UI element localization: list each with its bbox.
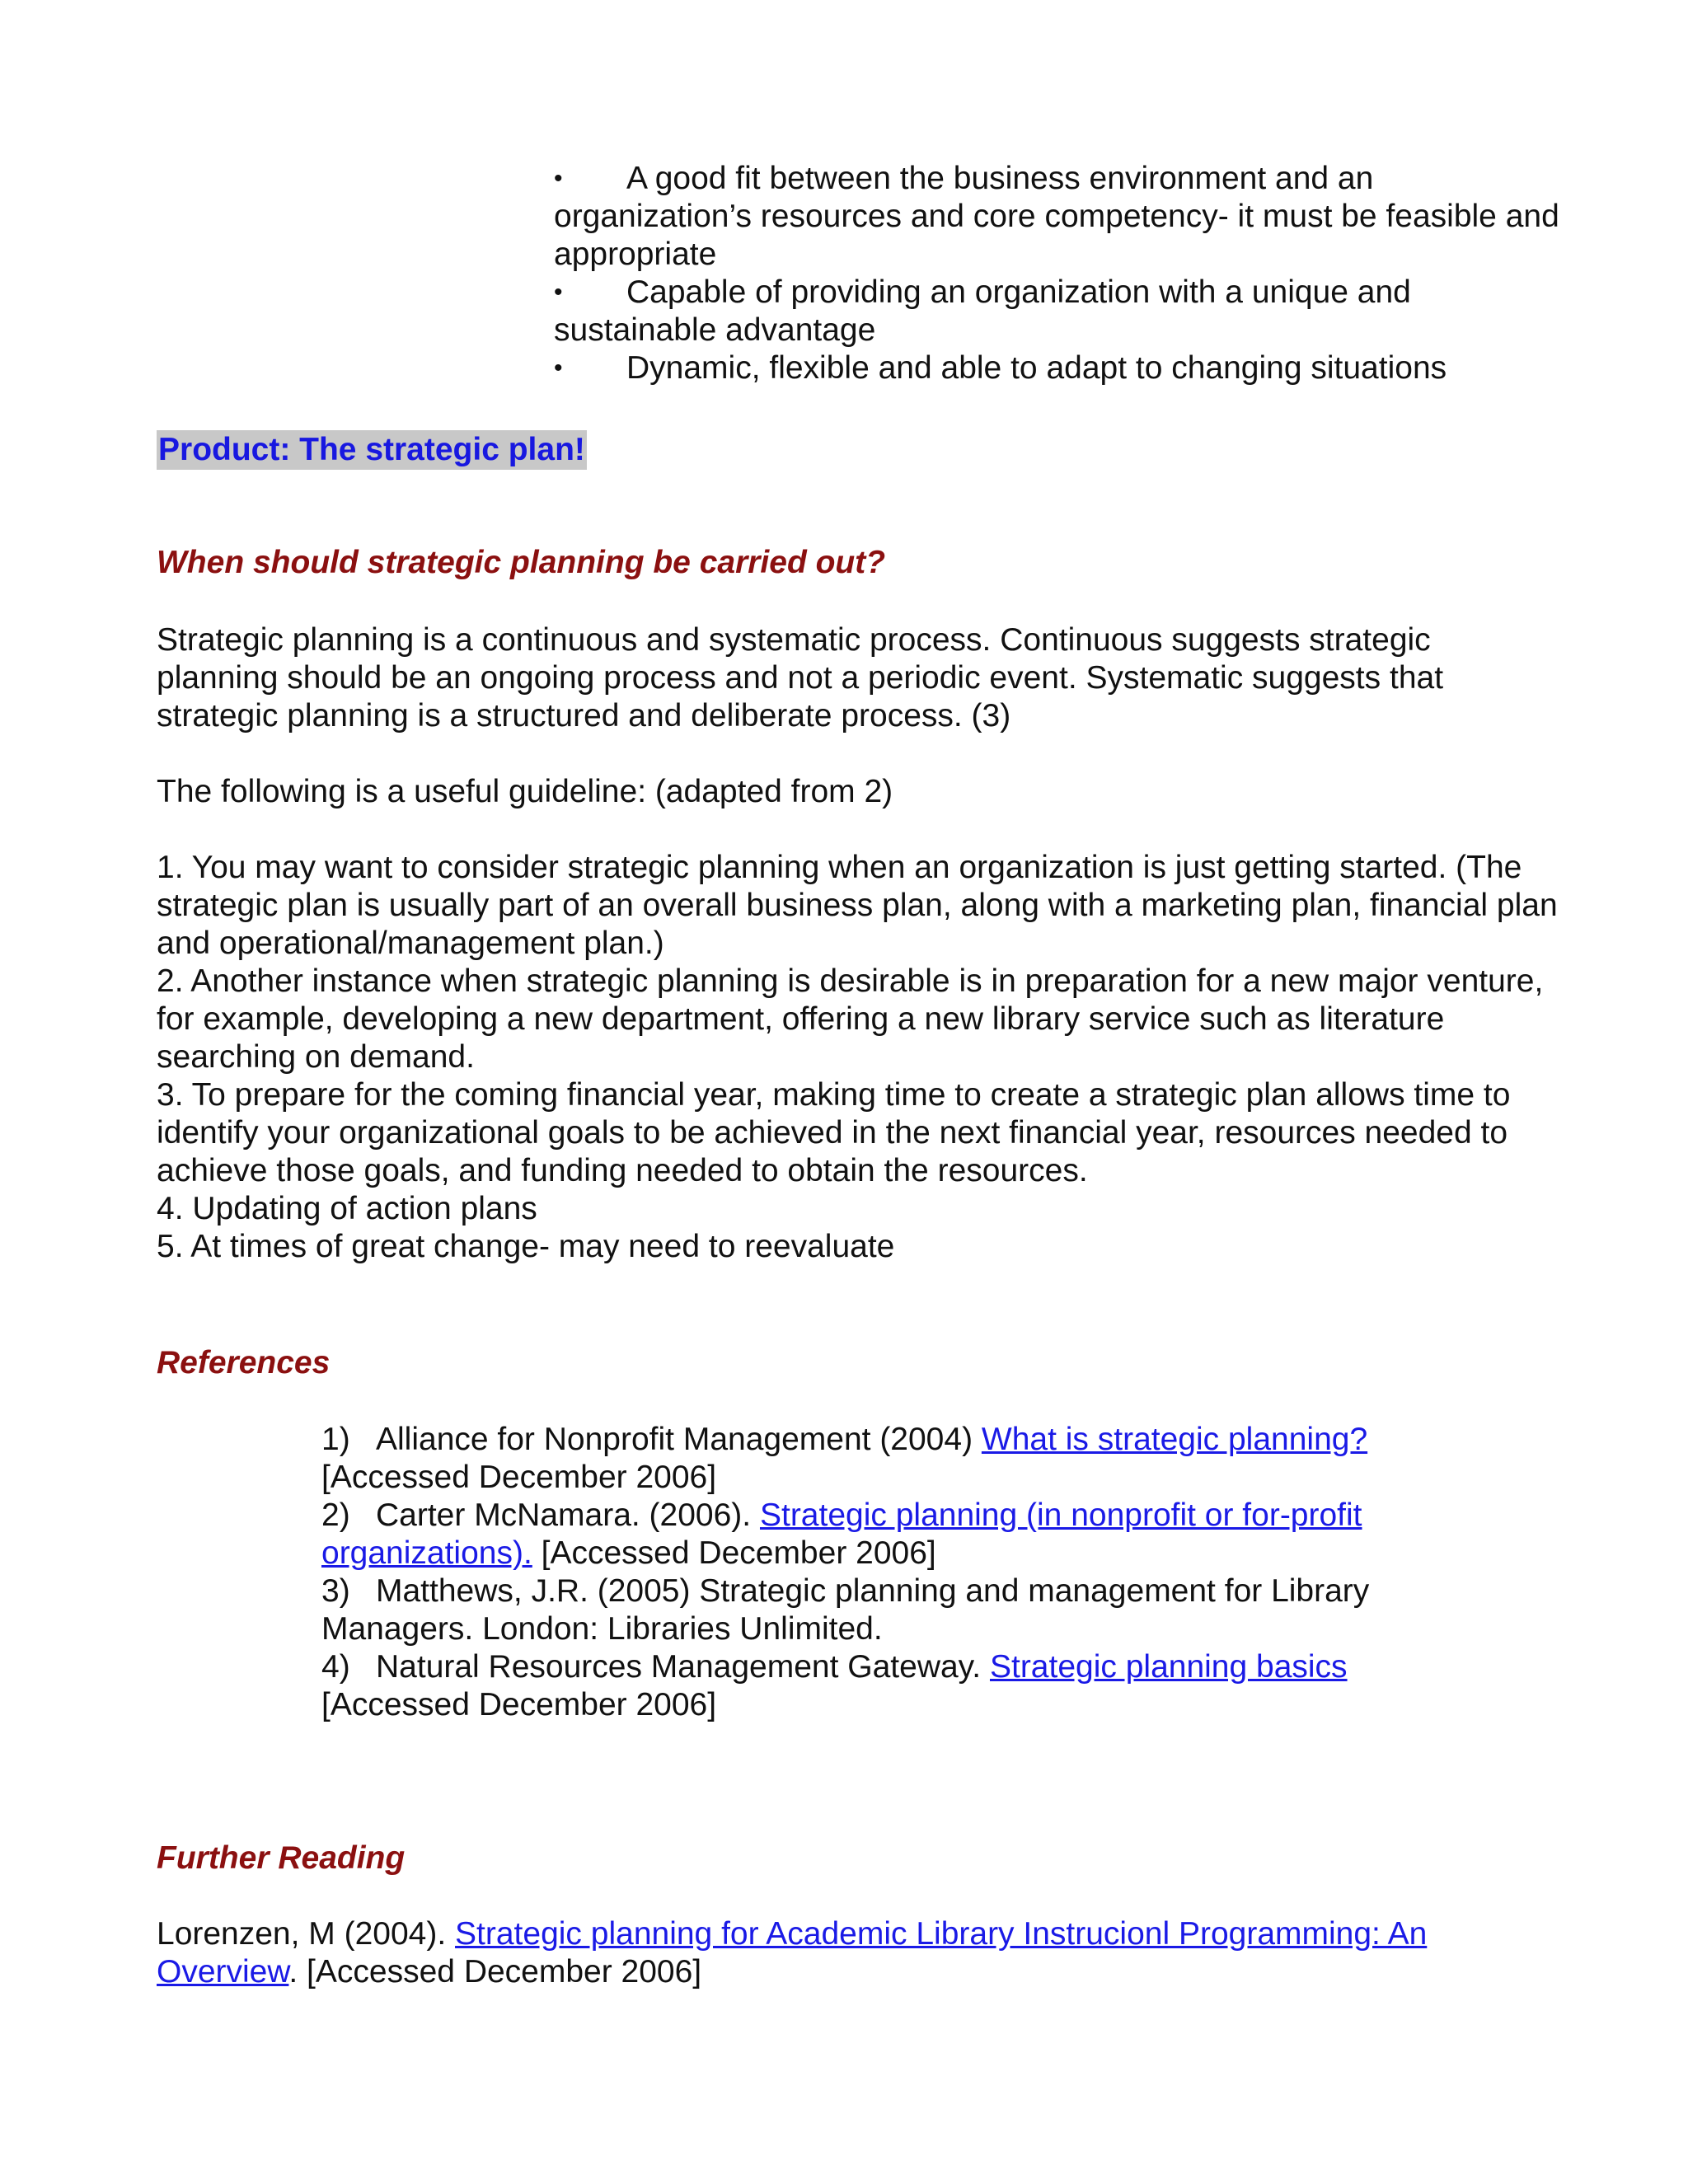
guideline-list [157,849,1558,1266]
reference-accessed: [Accessed December 2006] [321,1460,717,1495]
reference-number: 2) [321,1497,350,1533]
guideline-item: 2. Another instance when strategic planning is desirable is in preparation for a new major venture, for example, developing a new department, offering a new library service such as literature searching on demand. [157,963,1544,1075]
reference-accessed: [Accessed December 2006] [321,1687,717,1722]
reference-item [321,1421,1492,1497]
guideline-item: 5. At times of great change- may need to reevaluate [157,1229,895,1264]
further-reading-link[interactable]: Strategic planning for Academic Library Instrucionl Programming: An Overview [157,1916,1428,1990]
reference-text: Carter McNamara. (2006). [376,1497,760,1533]
bullet-icon: • [554,165,563,192]
bullet-icon: • [554,279,563,306]
bullet-icon: • [554,354,563,382]
bullet-text: Capable of providing an organization with a unique and sustainable advantage [554,274,1411,348]
reference-text: Matthews, J.R. (2005) Strategic planning and management for Library Managers. London: Libraries Unlimited. [321,1573,1370,1647]
reference-link[interactable]: Strategic planning (in nonprofit or for-profit organizations). [321,1497,1362,1571]
reference-accessed: [Accessed December 2006] [532,1535,936,1571]
reference-item [321,1572,1492,1648]
reference-number: 3) [321,1573,350,1609]
further-reading-heading: Further Reading [157,1840,406,1876]
further-reading-accessed: . [Accessed December 2006] [288,1954,702,1990]
guideline-item: 4. Updating of action plans [157,1191,537,1226]
bullet-text: A good fit between the business environment and an organization’s resources and core competency- it must be feasible and appropriate [554,161,1559,272]
reference-link[interactable]: Strategic planning basics [989,1649,1348,1685]
reference-item [321,1497,1492,1572]
further-reading-text: Lorenzen, M (2004). [157,1916,456,1952]
references-heading: References [157,1345,331,1380]
when-heading: When should strategic planning be carried out? [157,545,886,580]
intro-paragraph: Strategic planning is a continuous and systematic process. Continuous suggests strategic planning should be an ongoing process and not a periodic event. Systematic suggests that strategic planning is a structured and deliberate process. (3) [157,622,1444,733]
references-list [321,1421,1492,1724]
reference-item [321,1648,1492,1724]
bullet-item [554,349,1568,387]
guideline-item: 3. To prepare for the coming financial year, making time to create a strategic plan allows time to identify your organizational goals to be achieved in the next financial year, resources needed to achieve those goals, and funding needed to obtain the resources. [157,1077,1511,1188]
further-reading-entry [157,1915,1558,1991]
reference-number: 4) [321,1649,350,1685]
bullet-text: Dynamic, flexible and able to adapt to changing situations [626,350,1447,386]
guideline-item: 1. You may want to consider strategic planning when an organization is just getting started. (The strategic plan is usually part of an overall business plan, along with a marketing plan, financial plan and operational/management plan.) [157,850,1558,961]
reference-link[interactable]: What is strategic planning? [981,1422,1368,1457]
guideline-intro: The following is a useful guideline: (adapted from 2) [157,774,893,809]
bullet-list [554,160,1568,387]
reference-number: 1) [321,1422,350,1457]
bullet-item [554,274,1568,349]
bullet-item [554,160,1568,274]
product-heading: Product: The strategic plan! [157,430,587,470]
reference-text: Natural Resources Management Gateway. [376,1649,990,1685]
reference-text: Alliance for Nonprofit Management (2004) [376,1422,982,1457]
